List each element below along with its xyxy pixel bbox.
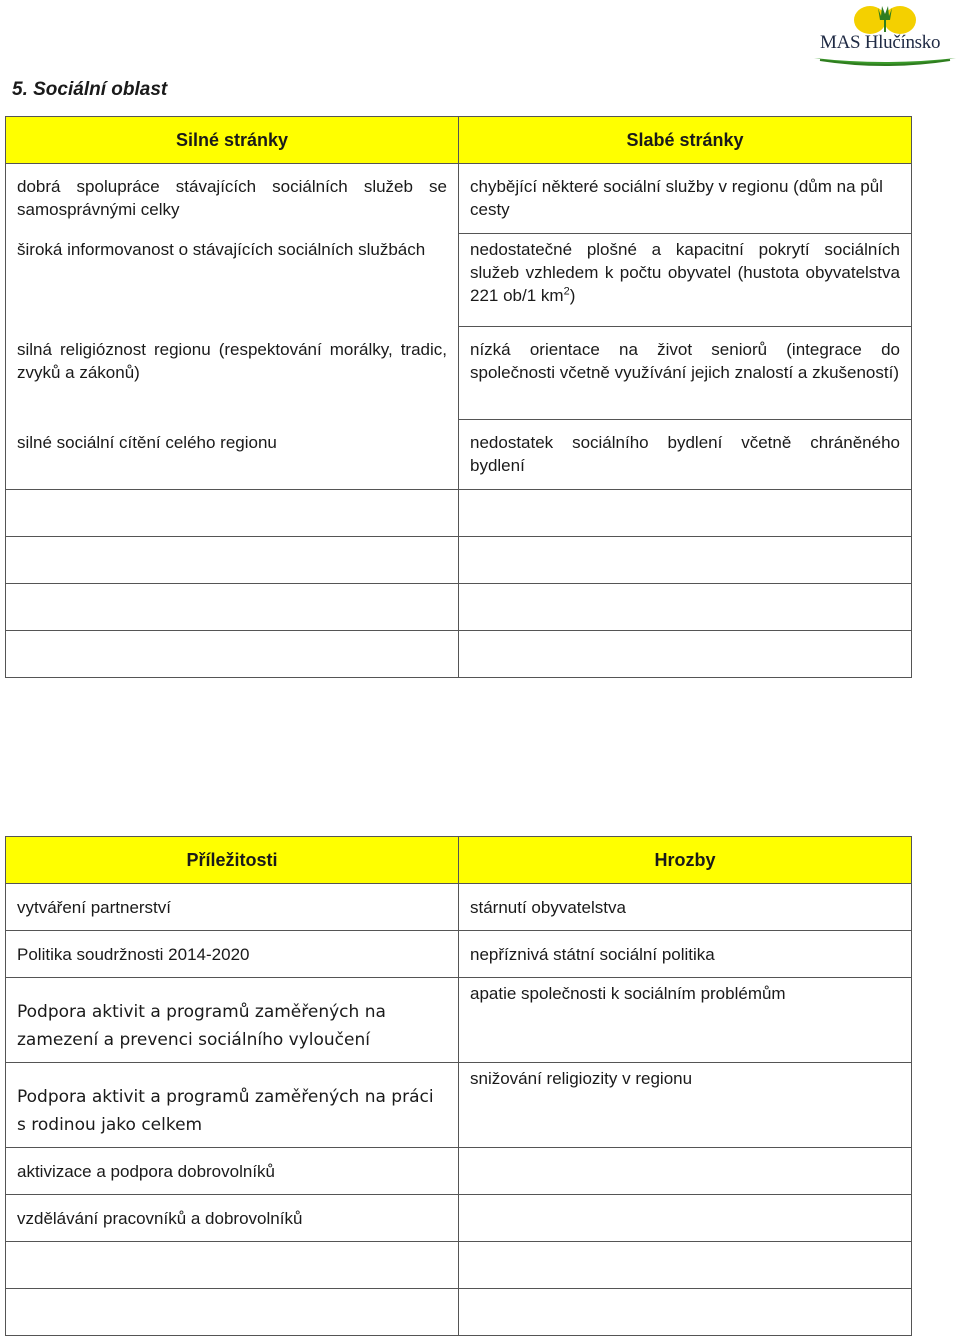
threat-cell bbox=[459, 1063, 912, 1148]
weakness-cell bbox=[459, 234, 912, 327]
logo-text: MAS Hlučínsko bbox=[820, 32, 941, 53]
threat-cell bbox=[459, 978, 912, 1063]
empty-cell bbox=[459, 1148, 912, 1195]
strength-text: silné sociální cítění celého regionu bbox=[17, 432, 277, 452]
empty-cell bbox=[6, 537, 459, 584]
empty-cell bbox=[459, 584, 912, 631]
empty-cell bbox=[459, 631, 912, 678]
empty-cell bbox=[6, 584, 459, 631]
opportunity-text: vzdělávání pracovníků a dobrovolníků bbox=[17, 1209, 303, 1228]
weakness-text: nedostatečné plošné a kapacitní pokrytí sociálních služeb vzhledem k počtu obyvatel (hustota obyvatelstva 221 ob/1 $km^2$) bbox=[470, 240, 900, 305]
threat-text: snižování religiozity v regionu bbox=[470, 1069, 693, 1088]
opportunities-header: Příležitosti bbox=[6, 837, 459, 884]
weakness-text: chybějící některé sociální služby v regionu (dům na půl cesty bbox=[470, 177, 883, 219]
opportunity-text: Podpora aktivit a programů zaměřených na práci s rodinou jako celkem bbox=[17, 1087, 434, 1135]
strength-cell bbox=[6, 164, 459, 234]
opportunity-text: Podpora aktivit a programů zaměřených na zamezení a prevenci sociálního vyloučení bbox=[17, 1002, 386, 1050]
weakness-cell bbox=[459, 420, 912, 490]
strength-text: široká informovanost o stávajících sociálních službách bbox=[17, 239, 426, 259]
empty-cell bbox=[459, 1195, 912, 1242]
empty-cell bbox=[459, 1242, 912, 1289]
opportunity-cell bbox=[6, 1195, 459, 1242]
weakness-cell bbox=[459, 327, 912, 420]
weakness-text: nedostatek sociálního bydlení včetně chráněného bydlení bbox=[470, 433, 900, 475]
strength-cell bbox=[6, 234, 459, 327]
strengths-weaknesses-table bbox=[5, 116, 912, 678]
opportunity-text: Politika soudržnosti 2014-2020 bbox=[17, 945, 250, 964]
threat-text: nepříznivá státní sociální politika bbox=[470, 945, 715, 964]
threat-cell bbox=[459, 884, 912, 931]
weakness-cell bbox=[459, 164, 912, 234]
strength-cell bbox=[6, 420, 459, 490]
weaknesses-header: Slabé stránky bbox=[459, 117, 912, 164]
opportunity-cell bbox=[6, 1063, 459, 1148]
opportunity-text: aktivizace a podpora dobrovolníků bbox=[17, 1162, 275, 1181]
strengths-header: Silné stránky bbox=[6, 117, 459, 164]
empty-cell bbox=[6, 631, 459, 678]
weakness-text: nízká orientace na život seniorů (integrace do společnosti včetně využívání jejich znalostí a zkušeností) bbox=[470, 340, 900, 382]
empty-cell bbox=[459, 490, 912, 537]
opportunity-cell bbox=[6, 1148, 459, 1195]
empty-cell bbox=[6, 490, 459, 537]
section-heading: 5. Sociální oblast bbox=[12, 79, 168, 100]
superscript: 2 bbox=[563, 285, 570, 298]
opportunity-cell bbox=[6, 978, 459, 1063]
threat-cell bbox=[459, 931, 912, 978]
strength-text: silná religióznost regionu (respektování morálky, tradic, zvyků a zákonů) bbox=[17, 339, 447, 382]
opportunities-threats-table bbox=[5, 836, 912, 1336]
opportunity-cell bbox=[6, 931, 459, 978]
empty-cell bbox=[459, 537, 912, 584]
empty-cell bbox=[6, 1242, 459, 1289]
threat-text: stárnutí obyvatelstva bbox=[470, 898, 626, 917]
threat-text: apatie společnosti k sociálním problémům bbox=[470, 984, 786, 1003]
strength-cell bbox=[6, 327, 459, 420]
strength-text: dobrá spolupráce stávajících sociálních služeb se samosprávnými celky bbox=[17, 177, 447, 219]
mas-hlucinsko-logo bbox=[812, 2, 958, 70]
opportunity-cell bbox=[6, 884, 459, 931]
threats-header: Hrozby bbox=[459, 837, 912, 884]
opportunity-text: vytváření partnerství bbox=[17, 898, 172, 917]
empty-cell bbox=[6, 1289, 459, 1336]
empty-cell bbox=[459, 1289, 912, 1336]
